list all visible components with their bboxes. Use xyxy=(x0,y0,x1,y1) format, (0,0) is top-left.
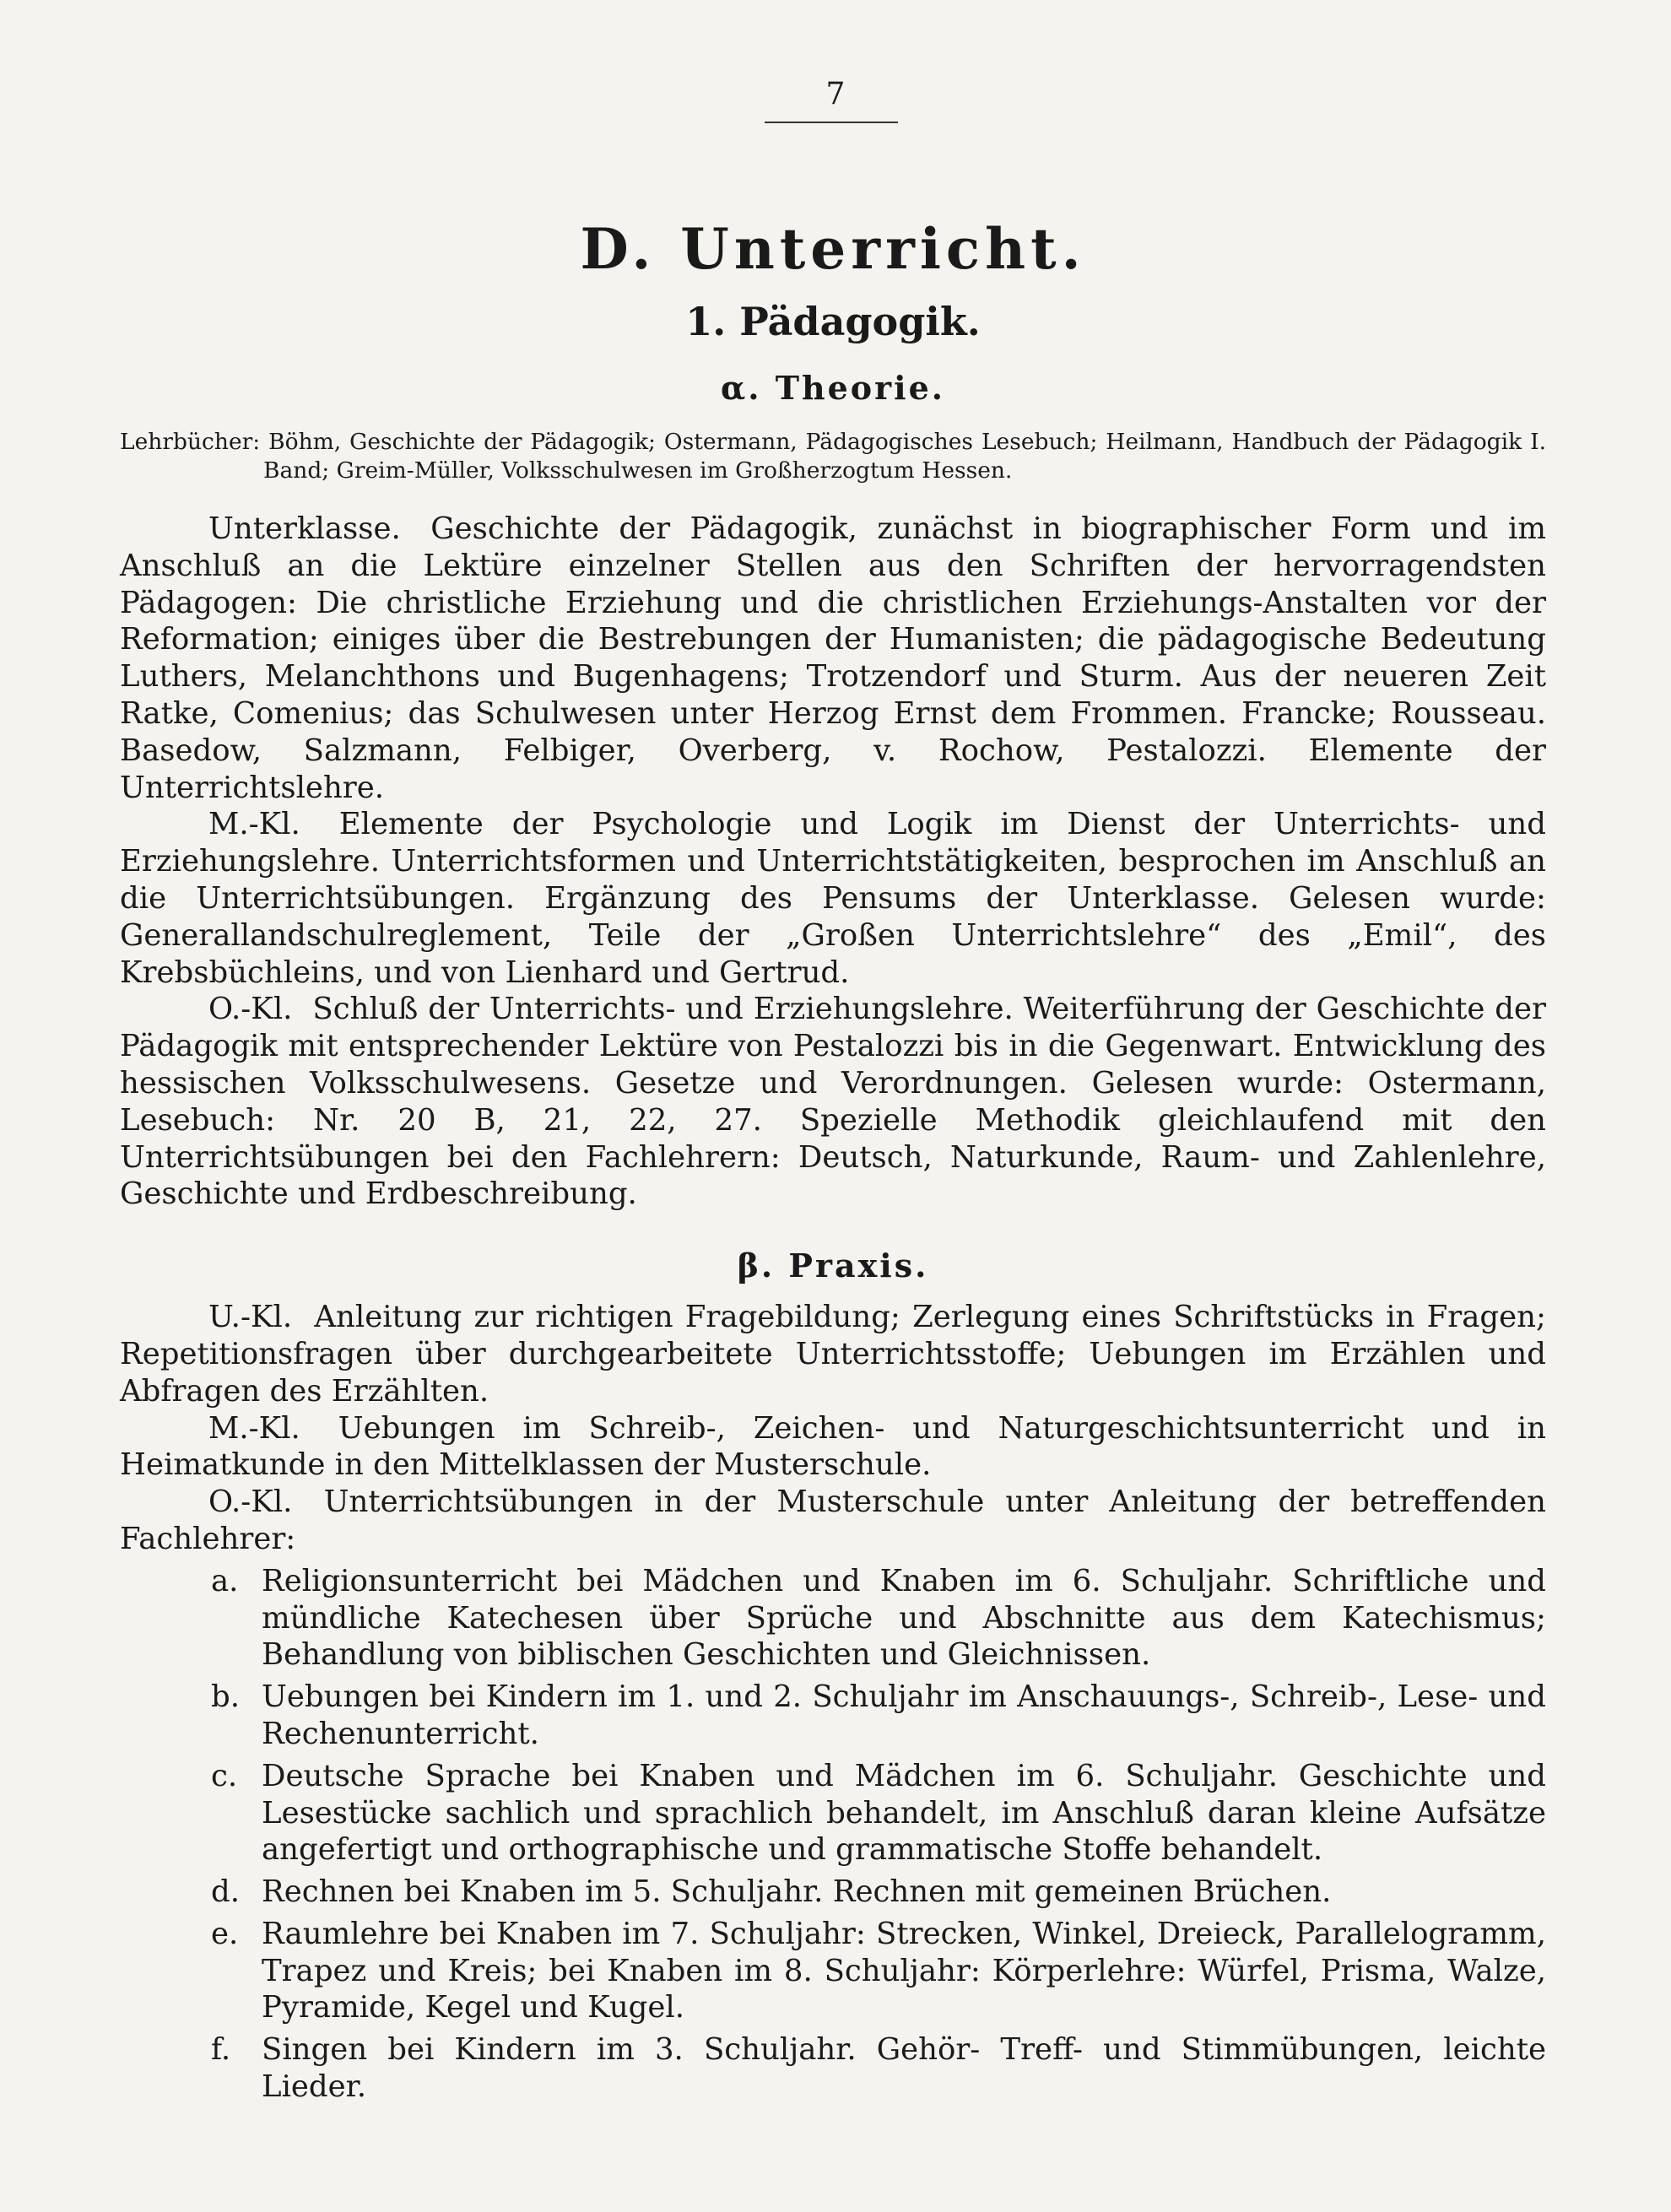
page-content xyxy=(120,215,1546,2111)
theory-paragraph-oberklasse xyxy=(120,991,1546,1213)
list-item-text: Rechnen bei Knaben im 5. Schuljahr. Rechnen mit gemeinen Brüchen. xyxy=(262,1874,1332,1910)
list-item-label: a. xyxy=(211,1563,239,1598)
praxis-paragraph-oberklasse xyxy=(120,1484,1546,1558)
paragraph-text: Uebungen im Schreib-, Zeichen- und Naturgeschichtsunterricht und in Heimatkunde in den Mittelklassen der Musterschule. xyxy=(120,1410,1546,1483)
list-item-text: Singen bei Kindern im 3. Schuljahr. Gehör- Treff- und Stimmübungen, leichte Lieder. xyxy=(262,2032,1546,2105)
paragraph-text: Elemente der Psychologie und Logik im Dienst der Unterrichts- und Erziehungslehre. Unterrichtsformen und Unterrichtstätigkeiten, besprochen im Anschluß an die Unterrichtsübungen. Ergänzung des Pensums der Unterklasse. Gelesen wurde: Generallandschulreglement, Teile der „Großen Unterrichtslehre“ des „Emil“, des Krebsbüchleins, und von Lienhard und Gertrud. xyxy=(120,807,1546,990)
list-item-label: b. xyxy=(211,1679,241,1715)
page-number-rule xyxy=(765,122,898,123)
chapter-title: D. Unterricht. xyxy=(580,216,1086,282)
list-item-text: Deutsche Sprache bei Knaben und Mädchen im 6. Schuljahr. Geschichte und Lesestücke sachlich und sprachlich behandelt, im Anschluß daran kleine Aufsätze angefertigt und orthographische und grammatische Stoffe behandelt. xyxy=(262,1758,1546,1868)
list-item xyxy=(120,1758,1546,1869)
subject-title: 1. Pädagogik. xyxy=(685,299,981,344)
page-number: 7 xyxy=(825,77,846,111)
theory-heading: α. Theorie. xyxy=(721,369,945,407)
class-label: M.-Kl. xyxy=(208,1410,300,1446)
praxis-heading: β. Praxis. xyxy=(737,1247,929,1285)
class-label: O.-Kl. xyxy=(208,992,293,1027)
praxis-section xyxy=(120,1245,1546,2106)
class-label: M.-Kl. xyxy=(208,807,300,842)
list-item-label: d. xyxy=(211,1874,241,1910)
list-item xyxy=(120,1874,1546,1911)
class-label: O.-Kl. xyxy=(208,1485,293,1520)
class-label: Unterklasse. xyxy=(208,511,401,546)
list-item-label: f. xyxy=(211,2032,231,2068)
list-item xyxy=(120,1679,1546,1753)
paragraph-text: Anleitung zur richtigen Fragebildung; Zerlegung eines Schriftstücks in Fragen; Repetitionsfragen über durchgearbeitete Unterrichtsstoffe; Uebungen im Erzählen und Abfragen des Erzählten. xyxy=(120,1300,1546,1409)
praxis-paragraph-unterklasse xyxy=(120,1299,1546,1409)
list-item-label: e. xyxy=(211,1916,239,1951)
paragraph-text: Geschichte der Pädagogik, zunächst in biographischer Form und im Anschluß an die Lektüre einzelner Stellen aus den Schriften der hervorragendsten Pädagogen: Die christliche Erziehung und die christlichen Erziehungs-Anstalten vor der Reformation; einiges über die Bestrebungen der Humanisten; die pädagogische Bedeutung Luthers, Melanchthons und Bugenhagens; Trotzendorf und Sturm. Aus der neueren Zeit Ratke, Comenius; das Schulwesen unter Herzog Ernst dem Frommen. Francke; Rousseau. Basedow, Salzmann, Felbiger, Overberg, v. Rochow, Pestalozzi. Elemente der Unterrichtslehre. xyxy=(120,511,1546,805)
textbooks-note: Lehrbücher: Böhm, Geschichte der Pädagogik; Ostermann, Pädagogisches Lesebuch; Heilmann, Handbuch der Pädagogik I. Band; Greim-Müller, Volksschulwesen im Großherzogtum Hessen. xyxy=(120,429,1546,484)
paragraph-text: Unterrichtsübungen in der Musterschule unter Anleitung der betreffenden Fachlehrer: xyxy=(120,1485,1546,1556)
list-item-text: Uebungen bei Kindern im 1. und 2. Schuljahr im Anschauungs-, Schreib-, Lese- und Rechenunterricht. xyxy=(262,1679,1546,1751)
list-item-label: c. xyxy=(211,1758,238,1793)
list-item xyxy=(120,1563,1546,1674)
praxis-paragraph-mittelklasse xyxy=(120,1410,1546,1485)
theory-paragraph-mittelklasse xyxy=(120,806,1546,991)
list-item-text: Raumlehre bei Knaben im 7. Schuljahr: Strecken, Winkel, Dreieck, Parallelogramm, Trapez und Kreis; bei Knaben im 8. Schuljahr: Körperlehre: Würfel, Prisma, Walze, Pyramide, Kegel und Kugel. xyxy=(262,1916,1546,2025)
list-item xyxy=(120,2031,1546,2106)
theory-paragraph-unterklasse xyxy=(120,511,1546,806)
paragraph-text: Schluß der Unterrichts- und Erziehungslehre. Weiterführung der Geschichte der Pädagogik mit entsprechender Lektüre von Pestalozzi bis in die Gegenwart. Entwicklung des hessischen Volksschulwesens. Gesetze und Verordnungen. Gelesen wurde: Ostermann, Lesebuch: Nr. 20 B, 21, 22, 27. Spezielle Methodik gleichlaufend mit den Unterrichtsübungen bei den Fachlehrern: Deutsch, Naturkunde, Raum- und Zahlenlehre, Geschichte und Erdbeschreibung. xyxy=(120,992,1546,1212)
exercise-list xyxy=(120,1563,1546,2106)
list-item xyxy=(120,1916,1546,2026)
list-item-text: Religionsunterricht bei Mädchen und Knaben im 6. Schuljahr. Schriftliche und mündliche Katechesen über Sprüche und Abschnitte aus dem Katechismus; Behandlung von biblischen Geschichten und Gleichnissen. xyxy=(262,1563,1546,1673)
theory-section xyxy=(120,367,1546,1213)
class-label: U.-Kl. xyxy=(208,1300,293,1335)
